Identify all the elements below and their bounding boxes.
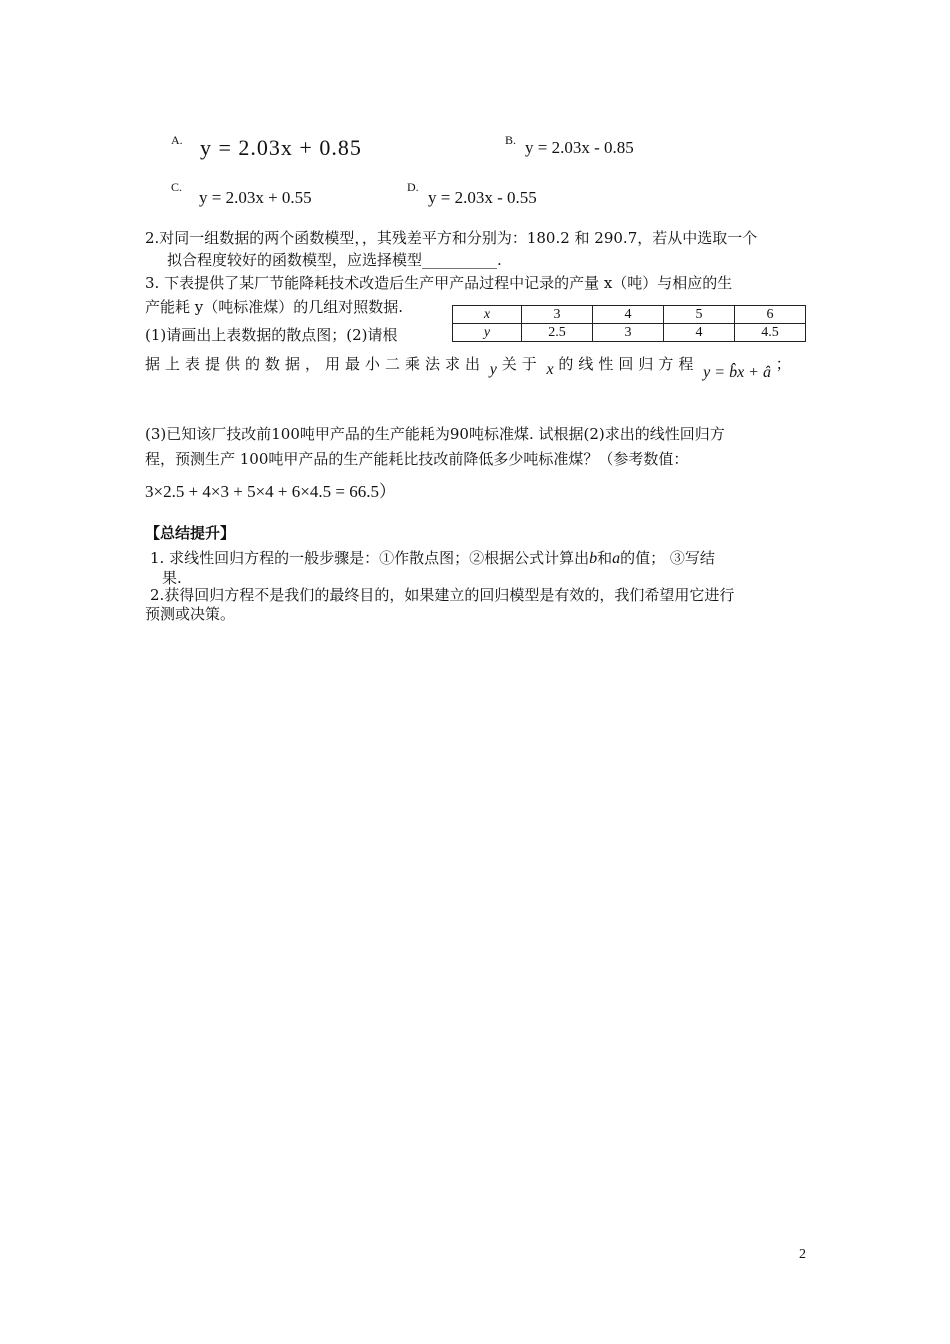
q3-line6: 程，预测生产 100吨甲产品的生产能耗比技改前降低多少吨标准煤？（参考数值： (145, 450, 689, 468)
q3-regression-equation: y = b̂x + â (703, 364, 771, 381)
table-header-x: x (453, 306, 522, 324)
table-header-y: y (453, 324, 522, 342)
q3-line4 (145, 355, 791, 381)
option-d-label: D. (407, 180, 419, 194)
table-cell: 4 (593, 306, 664, 324)
summary-item1-a: a (612, 550, 621, 567)
q3-line2: 产能耗 y（吨标准煤）的几组对照数据. (145, 298, 404, 316)
q2-line2: 拟合程度较好的函数模型，应选择模型__________. (167, 251, 502, 269)
table-cell: 3 (593, 324, 664, 342)
q3-line4-y: y (489, 361, 497, 378)
q3-line3: (1)请画出上表数据的散点图；(2)请根 (145, 326, 398, 344)
q3-line4-end: ； (775, 355, 791, 373)
table-cell: 3 (522, 306, 593, 324)
page-number: 2 (799, 1247, 806, 1262)
option-b-label: B. (505, 133, 517, 147)
option-c-formula: y = 2.03x + 0.55 (199, 188, 312, 207)
q3-line4-text-a: 据上表提供的数据，用最小二乘法求出 (145, 355, 486, 373)
q3-line7: 3×2.5 + 4×3 + 5×4 + 6×4.5 = 66.5） (145, 482, 396, 501)
q3-line5: (3)已知该厂技改前100吨甲产品的生产能耗为90吨标准煤. 试根据(2)求出的线性回归方 (145, 425, 725, 443)
table-cell: 4.5 (735, 324, 806, 342)
option-a-formula: y = 2.03x + 0.85 (200, 135, 362, 160)
q3-line4-x: x (546, 361, 554, 378)
summary-heading: 【总结提升】 (145, 524, 236, 542)
data-table (452, 305, 806, 342)
q3-line1: 3. 下表提供了某厂节能降耗技术改造后生产甲产品过程中记录的产量 x（吨）与相应的生 (145, 274, 733, 292)
summary-item1-b: b (589, 550, 598, 567)
summary-item1-text-a: 1. 求线性回归方程的一般步骤是：①作散点图；②根据公式计算出 (150, 549, 590, 567)
table-cell: 5 (664, 306, 735, 324)
table-row (453, 324, 806, 342)
table-cell: 6 (735, 306, 806, 324)
q2-line1: 2.对同一组数据的两个函数模型，，其残差平方和分别为：180.2 和 290.7，若从中选取一个 (145, 229, 758, 247)
summary-item1-continuation: 果. (162, 569, 182, 587)
q3-line4-text-b: 关于 (501, 355, 542, 373)
table-row (453, 306, 806, 324)
summary-item1-and: 和 (597, 549, 613, 567)
option-c-label: C. (171, 180, 183, 194)
summary-item2: 2.获得回归方程不是我们的最终目的，如果建立的回归模型是有效的，我们希望用它进行 (150, 586, 735, 604)
table-cell: 4 (664, 324, 735, 342)
summary-item1-text-c: 的值； ③写结 (620, 549, 715, 567)
summary-item1 (150, 549, 715, 568)
summary-item2-continuation: 预测或决策。 (145, 605, 236, 623)
option-b-formula: y = 2.03x - 0.85 (525, 138, 634, 157)
option-d-formula: y = 2.03x - 0.55 (428, 188, 537, 207)
option-a-label: A. (171, 133, 183, 147)
table-cell: 2.5 (522, 324, 593, 342)
q3-line4-text-c: 的线性回归方程 (558, 355, 699, 373)
